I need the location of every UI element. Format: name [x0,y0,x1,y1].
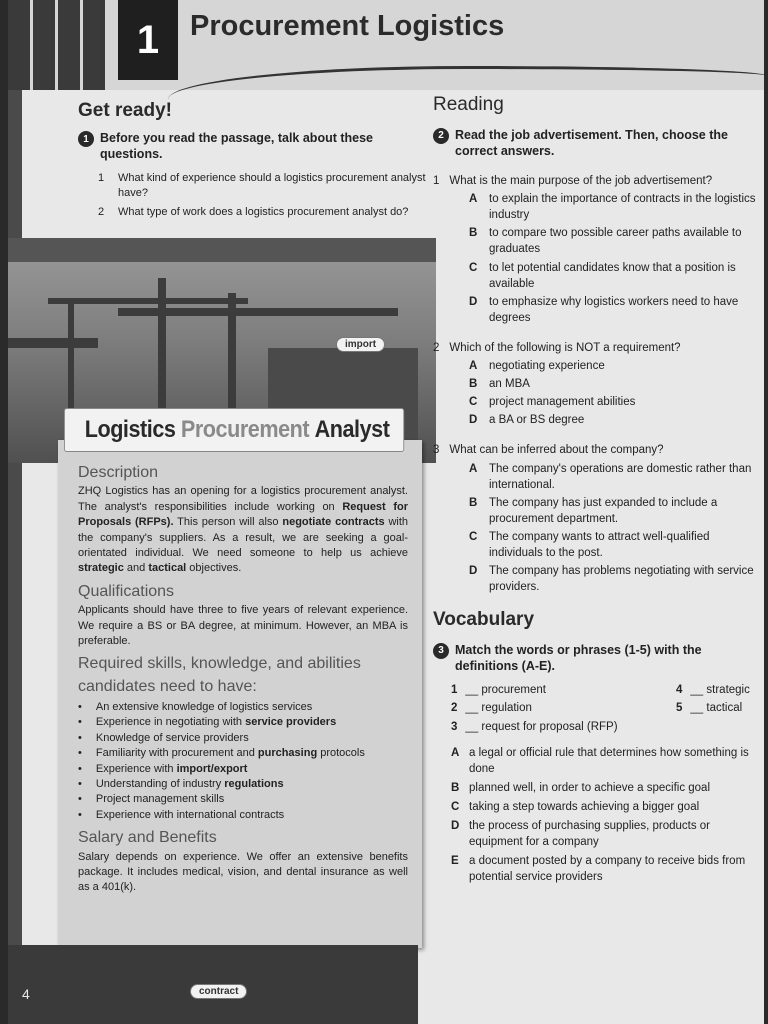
list-item: • Familiarity with procurement and purchasing protocols [78,746,408,761]
skills-list [78,700,408,823]
list-item: B planned well, in order to achieve a specific goal [451,781,711,794]
get-ready-instruction [78,130,438,163]
reading-heading: Reading [433,94,504,115]
list-item: D the process of purchasing supplies, products or equipment for a company [451,820,710,849]
question: 3 What can be inferred about the company? A The company's operations are domestic rather than international. B The company has just expanded to include a procurement department. C The company wants to attract well-qualified individuals to the post. D The company has problems negotiating with service providers. [433,442,758,595]
crane-shape [118,308,398,316]
list-item: 1 What kind of experience should a logistics procurement analyst have? [98,171,426,200]
list-item: • Understanding of industry regulations [78,777,408,792]
word-list [433,682,758,736]
answer-option: C The company wants to attract well-qualified individuals to the post. [469,530,710,559]
salary-text: Salary depends on experience. We offer an extensive benefits package. It includes medical, vision, and dental insurance as well as a 401(k). [78,850,408,894]
crane-shape [48,298,248,304]
answer-option: B an MBA [469,378,530,391]
step-number-icon: 3 [433,643,449,659]
question: 2 Which of the following is NOT a requirement? A negotiating experience B an MBA C project management abilities D a BA or BS degree [433,340,758,428]
question: 1 What is the main purpose of the job advertisement? A to explain the importance of contracts in the logistics industry B to compare two possible career paths available to graduates C to let potential candidates know that a position is available D to emphasize why logistics workers need to have degrees [433,173,758,326]
get-ready-heading: Get ready! [78,100,172,121]
description-text: ZHQ Logistics has an opening for a logistics procurement analyst. The analyst's responsibilities include working on Request for Proposals (RFPs). This person will also negotiate contracts with the company's suppliers. As a result, we are seeking a goal-orientated individual. We need someone to help us achieve strategic and tactical objectives. [78,485,409,575]
chapter-number: 1 [118,0,178,80]
import-tag: import [336,337,385,352]
list-item: • Knowledge of service providers [78,731,408,746]
list-item: • Experience with import/export [78,762,408,777]
textbook-page [8,0,764,1024]
get-ready-section [78,100,438,224]
list-item: A a legal or official rule that determines how something is done [451,746,749,775]
qualifications-text: Applicants should have three to five years of relevant experience. We require a BS or BA degree, at minimum. However, an MBA is preferable. [78,604,408,647]
chapter-title: Procurement Logistics [190,10,505,42]
step-number-icon: 2 [433,128,449,144]
list-item: • Experience with international contracts [78,808,408,823]
list-item: 2 __ regulation [451,702,532,715]
instruction-text: Match the words or phrases (1-5) with the definitions (A-E). [455,642,702,674]
discussion-questions [78,171,438,222]
answer-option: B to compare two possible career paths available to graduates [469,227,742,256]
description-heading: Description [78,464,159,481]
ad-title-banner [64,408,404,452]
list-item: 2 What type of work does a logistics procurement analyst do? [98,206,409,219]
instruction-text: Read the job advertisement. Then, choose the correct answers. [455,127,728,158]
photo-band [8,238,436,262]
skills-heading: Required skills, knowledge, and abilities candidates need to have: [78,655,361,695]
ad-title-word: Analyst [314,416,390,443]
salary-heading: Salary and Benefits [78,829,217,847]
chapter-header [8,0,764,90]
qualifications-heading: Qualifications [78,582,175,600]
answer-option: D The company has problems negotiating with service providers. [469,565,754,594]
answer-option: B The company has just expanded to include a procurement department. [469,496,718,525]
list-item: • Project management skills [78,792,408,807]
answer-option: D a BA or BS degree [469,414,585,427]
instruction-text: Before you read the passage, talk about these questions. [100,131,373,162]
answer-option: A to explain the importance of contracts in the logistics industry [469,193,756,222]
header-stripes [8,0,118,90]
ad-title-word: Logistics [84,416,176,443]
list-item: • An extensive knowledge of logistics services [78,700,408,715]
page-number: 4 [22,986,30,1002]
page-edge [8,90,22,1024]
reading-instruction [433,127,758,160]
job-advertisement [58,440,422,948]
list-item: E a document posted by a company to receive bids from potential service providers [451,855,746,884]
answer-option: D to emphasize why logistics workers need to have degrees [469,295,739,324]
reading-section [433,92,758,888]
list-item: • Experience in negotiating with service providers [78,715,408,730]
list-item: C taking a step towards achieving a bigger goal [451,800,700,813]
vocabulary-instruction [433,642,758,675]
contract-tag: contract [190,984,247,999]
vocabulary-section [433,607,758,885]
step-number-icon: 1 [78,131,94,147]
answer-option: C to let potential candidates know that a position is available [469,261,736,290]
list-item: 1 __ procurement [451,684,546,697]
list-item: 4 __ strategic [676,684,750,697]
answer-option: A The company's operations are domestic rather than international. [469,462,752,491]
answer-option: A negotiating experience [469,360,605,373]
vocabulary-heading: Vocabulary [433,609,535,631]
definitions-list [433,745,758,886]
list-item: 5 __ tactical [676,702,743,715]
answer-option: C project management abilities [469,396,636,409]
list-item: 3 __ request for proposal (RFP) [451,720,618,733]
crane-shape [8,338,98,348]
ad-title-word: Procurement [180,416,310,443]
